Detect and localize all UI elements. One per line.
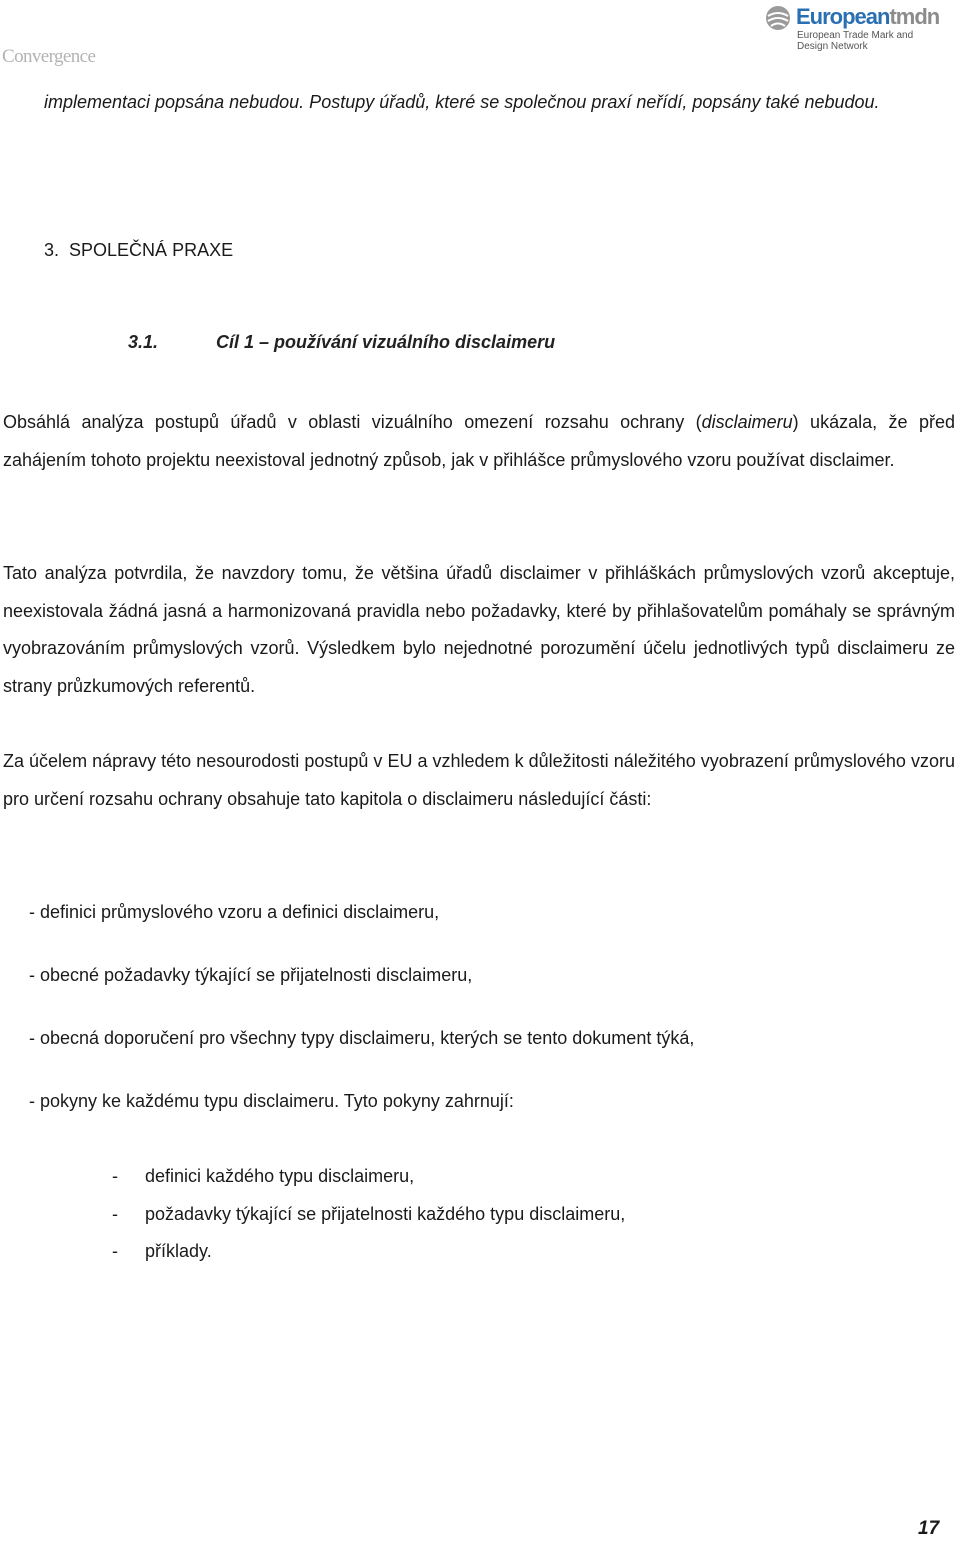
logo-wordmark (796, 3, 939, 31)
paragraph-2: Tato analýza potvrdila, že navzdory tomu, že většina úřadů disclaimer v přihláškách průmyslových vzorů akceptuje, neexistovala žádná jasná a harmonizovaná pravidla nebo požadavky, které by přihlašovatelům pomáhaly se správným vyobrazováním průmyslových vzorů. Výsledkem bylo nejednotné porozumění účelu jednotlivých typů disclaimeru ze strany průzkumových referentů. (3, 563, 955, 696)
list-item: - obecná doporučení pro všechny typy disclaimeru, kterých se tento dokument týká, (29, 1028, 695, 1048)
list-item: - pokyny ke každému typu disclaimeru. Tyto pokyny zahrnují: (29, 1091, 514, 1111)
list-item: - obecné požadavky týkající se přijatelnosti disclaimeru, (29, 965, 473, 985)
logo-tagline (797, 30, 913, 52)
logo-tagline-line1: European Trade Mark and (797, 30, 914, 41)
logo-word-tmdn: tmdn (889, 4, 940, 29)
list-item: - definici průmyslového vzoru a definici disclaimeru, (29, 902, 440, 922)
sublist-dash: - (112, 1241, 118, 1261)
section-title: SPOLEČNÁ PRAXE (69, 240, 234, 260)
header-convergence-label: Convergence (2, 46, 96, 67)
page-number: 17 (918, 1518, 940, 1539)
sublist-text: příklady. (145, 1241, 212, 1261)
globe-logo-icon (764, 4, 792, 32)
subsection-title: Cíl 1 – používání vizuálního disclaimeru (216, 332, 556, 352)
paragraph-1-text-a: Obsáhlá analýza postupů úřadů v oblasti vizuálního omezení rozsahu ochrany ( (3, 412, 702, 432)
paragraph-3: Za účelem nápravy této nesourodosti postupů v EU a vzhledem k důležitosti náležitého vyobrazení průmyslového vzoru pro určení rozsahu ochrany obsahuje tato kapitola o disclaimeru následující části: (3, 751, 955, 809)
sublist-text: požadavky týkající se přijatelnosti každého typu disclaimeru, (145, 1204, 626, 1224)
sublist-item (112, 1236, 212, 1266)
paragraph-1-italic-term: disclaimeru (701, 412, 793, 432)
section-heading (44, 234, 233, 266)
section-number: 3. (44, 240, 60, 260)
subsection-heading (128, 326, 555, 358)
sublist-item (112, 1161, 414, 1191)
paragraph-1 (3, 404, 955, 479)
sublist-text: definici každého typu disclaimeru, (145, 1166, 415, 1186)
intro-paragraph: implementaci popsána nebudou. Postupy úřadů, které se společnou praxí neřídí, popsány také nebudou. (44, 92, 880, 112)
logo-word-european: European (796, 4, 890, 29)
sublist-dash: - (112, 1166, 118, 1186)
sublist-item (112, 1199, 625, 1229)
european-tmdn-logo (764, 3, 954, 53)
sublist-dash: - (112, 1204, 118, 1224)
paragraph-1-text-b: ) ukázala, že před zahájením tohoto projektu neexistoval jednotný způsob, jak v přihlášce průmyslového vzoru používat disclaimer. (3, 412, 955, 470)
subsection-number: 3.1. (128, 332, 159, 352)
logo-tagline-line2: Design Network (797, 41, 868, 52)
